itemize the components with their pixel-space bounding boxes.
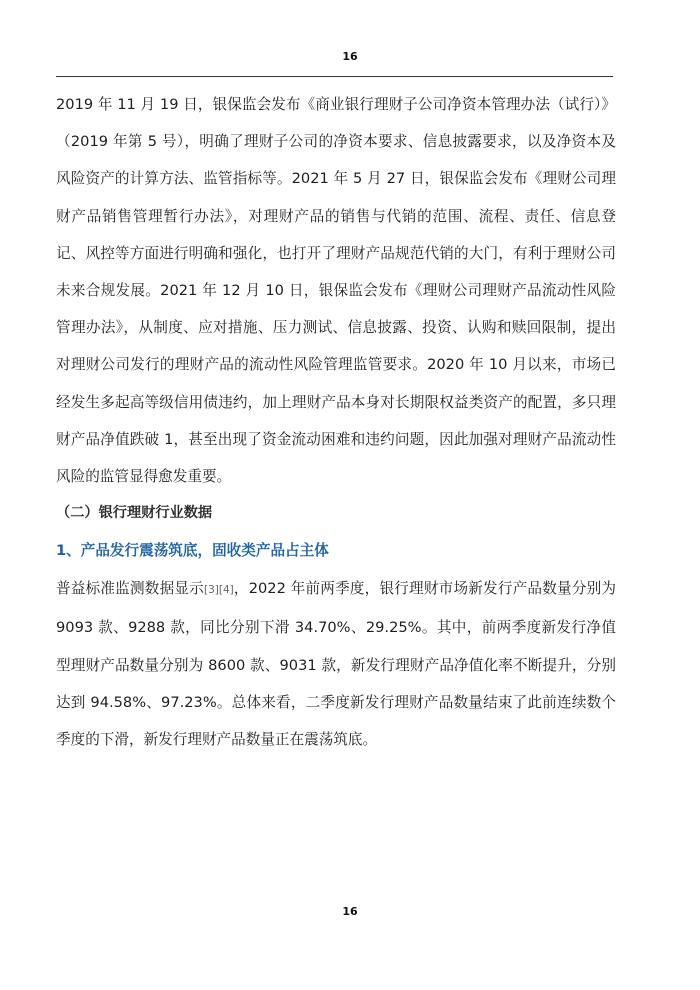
paragraph-body-text: ，2022 年前两季度，银行理财市场新发行产品数量分别为 9093 款、9288 款，同比分别下滑 34.70%、29.25%。其中，前两季度新发行净值型理财产品数量分别为 8600 款、9031 款，新发行理财产品净值化率不断提升，分别达到 94.58%、97.23%。总体来看，二季度新发行理财产品数量结束了此前连续数个季度的下滑，新发行理财产品数量正在震荡筑底。 [56, 580, 616, 749]
issuance-data-paragraph [56, 570, 616, 758]
regulation-paragraph: 2019 年 11 月 19 日，银保监会发布《商业银行理财子公司净资本管理办法（试行）》（2019 年第 5 号），明确了理财子公司的净资本要求、信息披露要求，以及净资本及风险资产的计算方法、监管指标等。2021 年 5 月 27 日，银保监会发布《理财公司理财产品销售管理暂行办法》，对理财产品的销售与代销的范围、流程、责任、信息登记、风控等方面进行明确和强化，也打开了理财产品规范代销的大门，有利于理财公司未来合规发展。2021 年 12 月 10 日，银保监会发布《理财公司理财产品流动性风险管理办法》，从制度、应对措施、压力测试、信息披露、投资、认购和赎回限制，提出对理财公司发行的理财产品的流动性风险管理监管要求。2020 年 10 月以来，市场已经发生多起高等级信用债违约，加上理财产品本身对长期限权益类资产的配置，多只理财产品净值跌破 1，甚至出现了资金流动困难和违约问题，因此加强对理财产品流动性风险的监管显得愈发重要。 [56, 96, 616, 486]
document-body [56, 86, 616, 758]
sub-heading: 1、产品发行震荡筑底，固收类产品占主体 [56, 542, 329, 560]
paragraph-lead-text: 普益标准监测数据显示 [56, 580, 204, 598]
header-page-number: 16 [342, 50, 358, 63]
citation-reference[interactable]: [3][4] [203, 584, 234, 597]
header-divider [56, 76, 613, 77]
section-heading: （二）银行理财行业数据 [56, 505, 213, 522]
footer-page-number: 16 [342, 905, 358, 918]
